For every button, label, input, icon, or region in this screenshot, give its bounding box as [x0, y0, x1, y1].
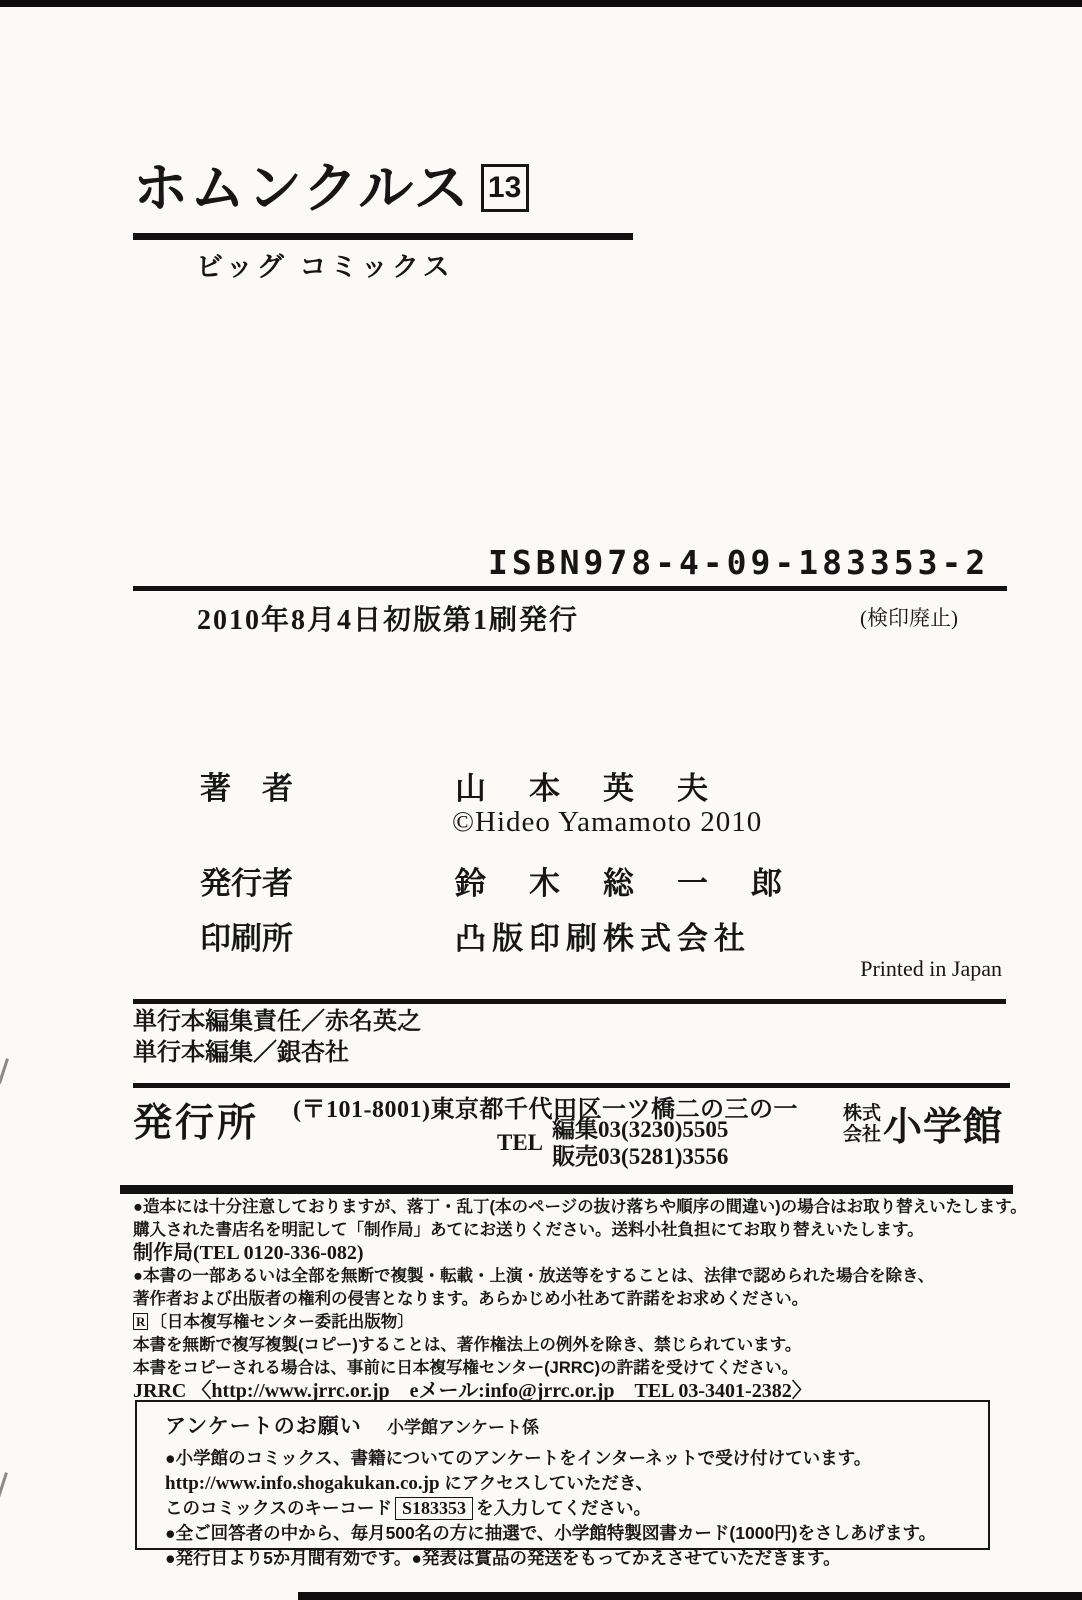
survey-line-validity: ●発行日より5か月間有効です。●発表は賞品の発送をもってかえさせていただきます。: [165, 1548, 841, 1568]
legal-copyright-notice-1: ●本書の一部あるいは全部を無断で複製・転載・上演・放送等をすることは、法律で認められた場合を除き、: [133, 1267, 935, 1285]
legal-photocopy-notice-1: 本書を無断で複写複製(コピー)することは、著作権法上の例外を除き、禁じられています。: [133, 1336, 802, 1354]
survey-line-keycode: [165, 1496, 936, 1521]
publisher-top-rule: [133, 1083, 1010, 1088]
company-prefix: [843, 1103, 881, 1145]
legal-section-rule: [120, 1185, 1013, 1194]
printer-name: 凸版印刷株式会社: [455, 921, 751, 956]
registered-r-mark: R: [133, 1313, 148, 1330]
survey-heading: アンケートのお願い: [165, 1415, 362, 1438]
tel-numbers: [552, 1116, 728, 1170]
legal-production-dept-tel: 制作局(TEL 0120-336-082): [133, 1242, 364, 1264]
survey-url: http://www.info.shogakukan.co.jp: [165, 1473, 440, 1494]
series-label: ビッグ コミックス: [196, 252, 454, 282]
author-label: 著 者: [200, 771, 293, 806]
legal-jrrc-designation: [133, 1311, 1027, 1334]
title-underline-rule: [133, 233, 633, 240]
scan-artifact: [0, 1472, 8, 1498]
scan-artifact: [0, 1058, 9, 1084]
keycode-post-text: を入力してください。: [476, 1498, 651, 1518]
book-title-row: [133, 158, 529, 219]
edition-date-line: 2010年8月4日初版第1刷発行: [197, 605, 580, 636]
publisher-telephone-block: [497, 1116, 728, 1170]
editing-studio-line: 単行本編集／銀杏社: [133, 1039, 349, 1066]
publishing-house-label: 発行所: [133, 1102, 260, 1145]
legal-binding-notice-1: ●造本には十分注意しておりますが、落丁・乱丁(本のページの抜け落ちや順序の間違い)の場合はお取り替えいたします。: [133, 1198, 1027, 1216]
seal-abolition-note: (検印廃止): [860, 606, 958, 630]
keycode-pre-text: このコミックスのキーコード: [165, 1498, 392, 1518]
publisher-address: (〒101-8001)東京都千代田区一ツ橋二の三の一: [293, 1097, 798, 1123]
isbn-underline-rule: [133, 586, 1007, 591]
survey-line-prize: ●全ご回答者の中から、毎月500名の方に抽選で、小学館特製図書カード(1000円)をさしあげます。: [165, 1523, 937, 1543]
legal-jrrc-contact: JRRC 〈http://www.jrrc.or.jp eメール:info@jrrc.or.jp TEL 03-3401-2382〉: [133, 1380, 812, 1402]
company-prefix-top: 株式: [843, 1103, 882, 1124]
printed-in-japan: Printed in Japan: [860, 956, 1002, 981]
legal-binding-notice-2: 購入された書店名を明記して「制作局」あてにお送りください。送料小社負担にてお取り替えいたします。: [133, 1221, 924, 1239]
tel-sales: 販売03(5281)3556: [552, 1144, 729, 1169]
survey-request-box: [135, 1400, 990, 1568]
volume-number-badge: 13: [481, 164, 529, 212]
survey-line-internet: ●小学館のコミックス、書籍についてのアンケートをインターネットで受け付けています。: [165, 1448, 872, 1468]
scan-edge-bottom-bar: [298, 1592, 1082, 1600]
legal-notices: [133, 1196, 1027, 1403]
survey-department: 小学館アンケート係: [387, 1418, 539, 1437]
editing-chief-line: 単行本編集責任／赤名英之: [133, 1008, 421, 1035]
legal-copyright-notice-2: 著作者および出版者の権利の侵害となります。あらかじめ小社あて許諾をお求めください。: [133, 1290, 809, 1308]
copyright-line: ©Hideo Yamamoto 2010: [452, 806, 763, 838]
printer-label: 印刷所: [200, 921, 293, 956]
scan-edge-top-bar: [0, 0, 1082, 7]
jrrc-designation-text: 〔日本複写権センター委託出版物〕: [150, 1313, 414, 1331]
tel-label: TEL: [497, 1130, 544, 1155]
company-prefix-bottom: 会社: [843, 1124, 882, 1145]
tel-editorial: 編集03(3230)5505: [552, 1117, 729, 1142]
keycode-value: S183353: [395, 1497, 473, 1520]
book-title: ホムンクルス: [133, 157, 471, 219]
survey-url-rest: にアクセスしていただき、: [439, 1473, 654, 1493]
publisher-person-label: 発行者: [200, 866, 293, 901]
isbn-number: ISBN978-4-09-183353-2: [488, 543, 990, 582]
publisher-person-name: 鈴 木 総 一 郎: [455, 866, 788, 901]
editing-credits: [133, 1006, 421, 1068]
legal-photocopy-notice-2: 本書をコピーされる場合は、事前に日本複写権センター(JRRC)の許諾を受けてください。: [133, 1359, 799, 1377]
publisher-company-logo: [843, 1096, 1003, 1152]
survey-line-url: [165, 1471, 936, 1496]
survey-body: [165, 1446, 936, 1571]
editors-top-rule: [133, 999, 1006, 1004]
company-name: 小学館: [883, 1106, 1004, 1149]
author-name: 山 本 英 夫: [455, 771, 714, 806]
